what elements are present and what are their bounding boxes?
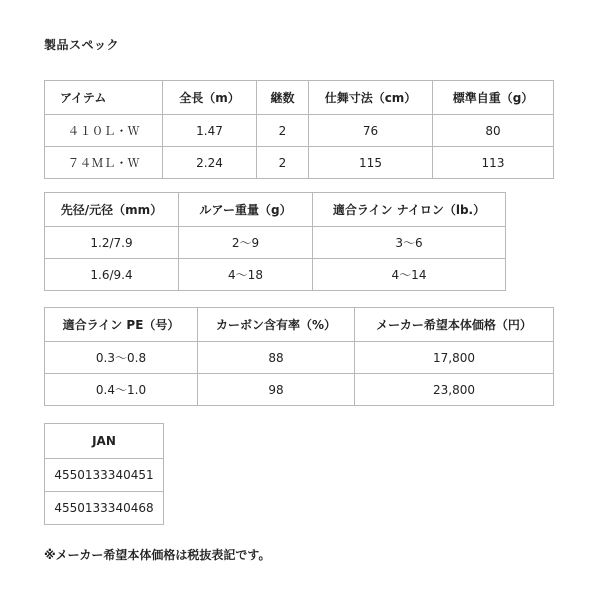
header-tip-butt-diameter: 先径/元径（mm） xyxy=(45,193,179,227)
header-pe-line: 適合ライン PE（号） xyxy=(45,308,198,342)
cell-item: ４１０Ｌ・Ｗ xyxy=(45,115,163,147)
cell-nylon-line: 3〜6 xyxy=(313,227,506,259)
cell-pe-line: 0.3〜0.8 xyxy=(45,342,198,374)
cell-weight: 113 xyxy=(433,147,554,179)
header-carbon-content: カーボン含有率（%） xyxy=(198,308,355,342)
cell-weight: 80 xyxy=(433,115,554,147)
cell-pieces: 2 xyxy=(257,147,309,179)
table-row xyxy=(45,259,506,291)
spec-table-jan xyxy=(44,423,164,525)
cell-carbon-content: 98 xyxy=(198,374,355,406)
price-footnote: ※メーカー希望本体価格は税抜表記です。 xyxy=(44,548,271,562)
header-weight: 標準自重（g） xyxy=(433,81,554,115)
spec-table-line xyxy=(44,192,506,291)
cell-length: 2.24 xyxy=(163,147,257,179)
table-row xyxy=(45,374,554,406)
table-header-row xyxy=(45,81,554,115)
header-nylon-line: 適合ライン ナイロン（lb.） xyxy=(313,193,506,227)
table-row xyxy=(45,459,164,492)
cell-price: 23,800 xyxy=(355,374,554,406)
header-length: 全長（m） xyxy=(163,81,257,115)
cell-closed-length: 76 xyxy=(309,115,433,147)
cell-lure-weight: 2〜9 xyxy=(179,227,313,259)
cell-length: 1.47 xyxy=(163,115,257,147)
cell-nylon-line: 4〜14 xyxy=(313,259,506,291)
spec-table-basic xyxy=(44,80,554,179)
table-row xyxy=(45,342,554,374)
table-header-row xyxy=(45,424,164,459)
page-title: 製品スペック xyxy=(44,38,120,52)
header-closed-length: 仕舞寸法（cm） xyxy=(309,81,433,115)
cell-pieces: 2 xyxy=(257,115,309,147)
cell-item: ７４ＭＬ・Ｗ xyxy=(45,147,163,179)
header-item: アイテム xyxy=(45,81,163,115)
header-lure-weight: ルアー重量（g） xyxy=(179,193,313,227)
cell-pe-line: 0.4〜1.0 xyxy=(45,374,198,406)
cell-closed-length: 115 xyxy=(309,147,433,179)
cell-diameter: 1.6/9.4 xyxy=(45,259,179,291)
table-row xyxy=(45,147,554,179)
table-row xyxy=(45,227,506,259)
cell-lure-weight: 4〜18 xyxy=(179,259,313,291)
header-price: メーカー希望本体価格（円） xyxy=(355,308,554,342)
spec-table-price xyxy=(44,307,554,406)
table-header-row xyxy=(45,308,554,342)
table-row xyxy=(45,492,164,525)
table-row xyxy=(45,115,554,147)
cell-price: 17,800 xyxy=(355,342,554,374)
cell-jan-code: 4550133340468 xyxy=(45,492,164,525)
header-pieces: 継数 xyxy=(257,81,309,115)
cell-diameter: 1.2/7.9 xyxy=(45,227,179,259)
cell-carbon-content: 88 xyxy=(198,342,355,374)
header-jan: JAN xyxy=(45,424,164,459)
cell-jan-code: 4550133340451 xyxy=(45,459,164,492)
table-header-row xyxy=(45,193,506,227)
